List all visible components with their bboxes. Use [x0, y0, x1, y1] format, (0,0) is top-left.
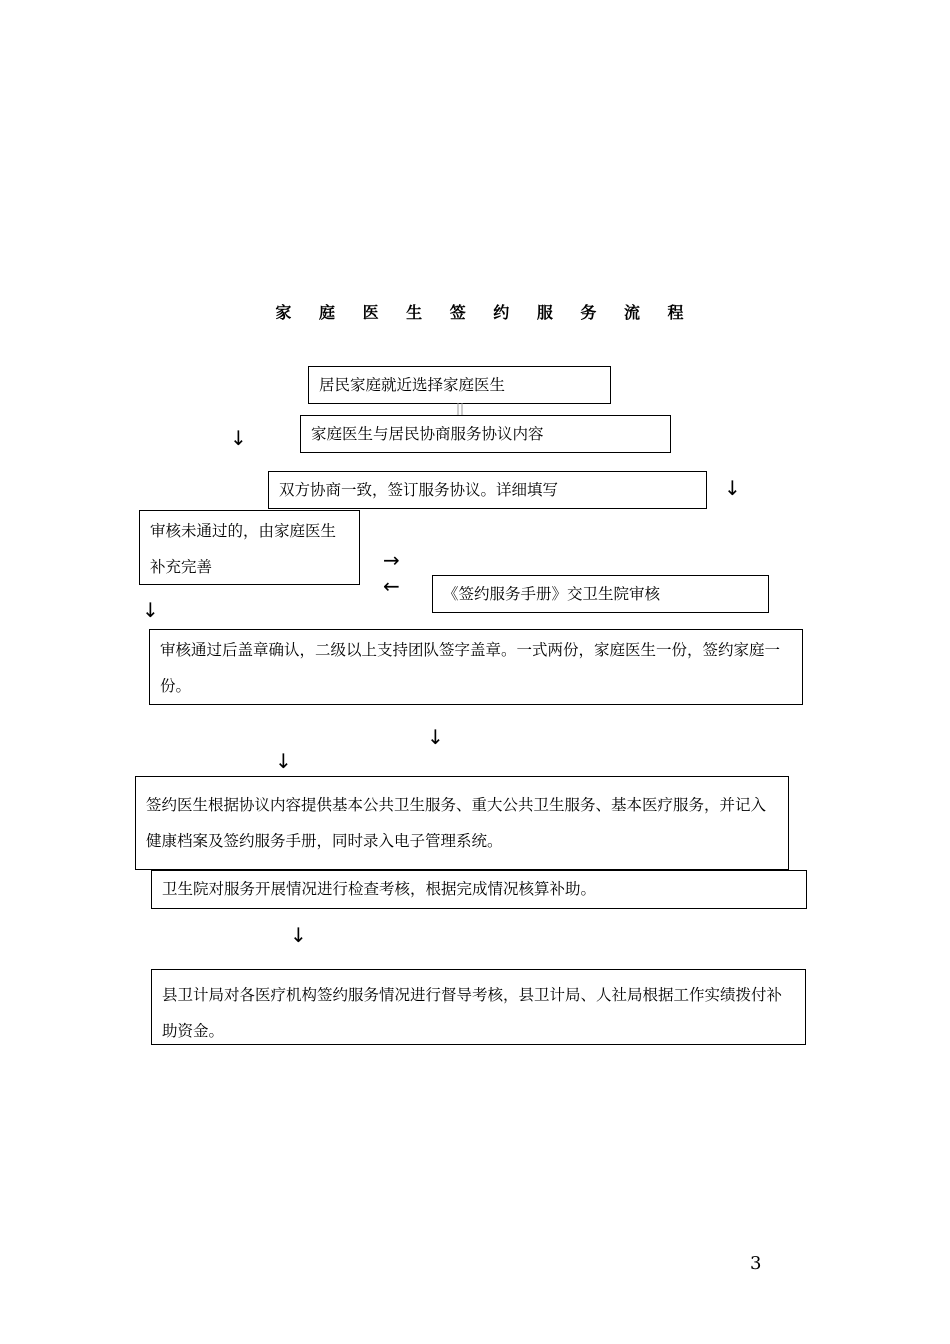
step-supervision: 县卫计局对各医疗机构签约服务情况进行督导考核，县卫计局、人社局根据工作实绩拨付补助资金。 [151, 969, 806, 1045]
step-sign-agreement: 双方协商一致，签订服务协议。详细填写 [268, 471, 707, 509]
step-stamp-confirm: 审核通过后盖章确认，二级以上支持团队签字盖章。一式两份，家庭医生一份，签约家庭一份。 [149, 629, 803, 705]
step-inspection: 卫生院对服务开展情况进行检查考核，根据完成情况核算补助。 [151, 870, 807, 909]
step-review-failed: 审核未通过的，由家庭医生补充完善 [139, 510, 360, 585]
down-arrow-6: ↓ [290, 923, 307, 947]
step-select-doctor: 居民家庭就近选择家庭医生 [308, 366, 611, 404]
down-arrow-1: ↓ [230, 426, 247, 450]
down-arrow-4: ↓ [427, 725, 444, 749]
left-arrow: ← [383, 574, 400, 598]
right-arrow: → [383, 548, 400, 572]
step-submit-review: 《签约服务手册》交卫生院审核 [432, 575, 769, 613]
step-negotiate-agreement: 家庭医生与居民协商服务协议内容 [300, 415, 671, 453]
down-arrow-5: ↓ [275, 749, 292, 773]
step-provide-services: 签约医生根据协议内容提供基本公共卫生服务、重大公共卫生服务、基本医疗服务，并记入健康档案及签约服务手册，同时录入电子管理系统。 [135, 776, 789, 870]
down-arrow-3: ↓ [142, 598, 159, 622]
diagram-title: 家 庭 医 生 签 约 服 务 流 程 [275, 303, 695, 322]
down-arrow-2: ↓ [724, 476, 741, 500]
page-number: 3 [750, 1253, 762, 1274]
